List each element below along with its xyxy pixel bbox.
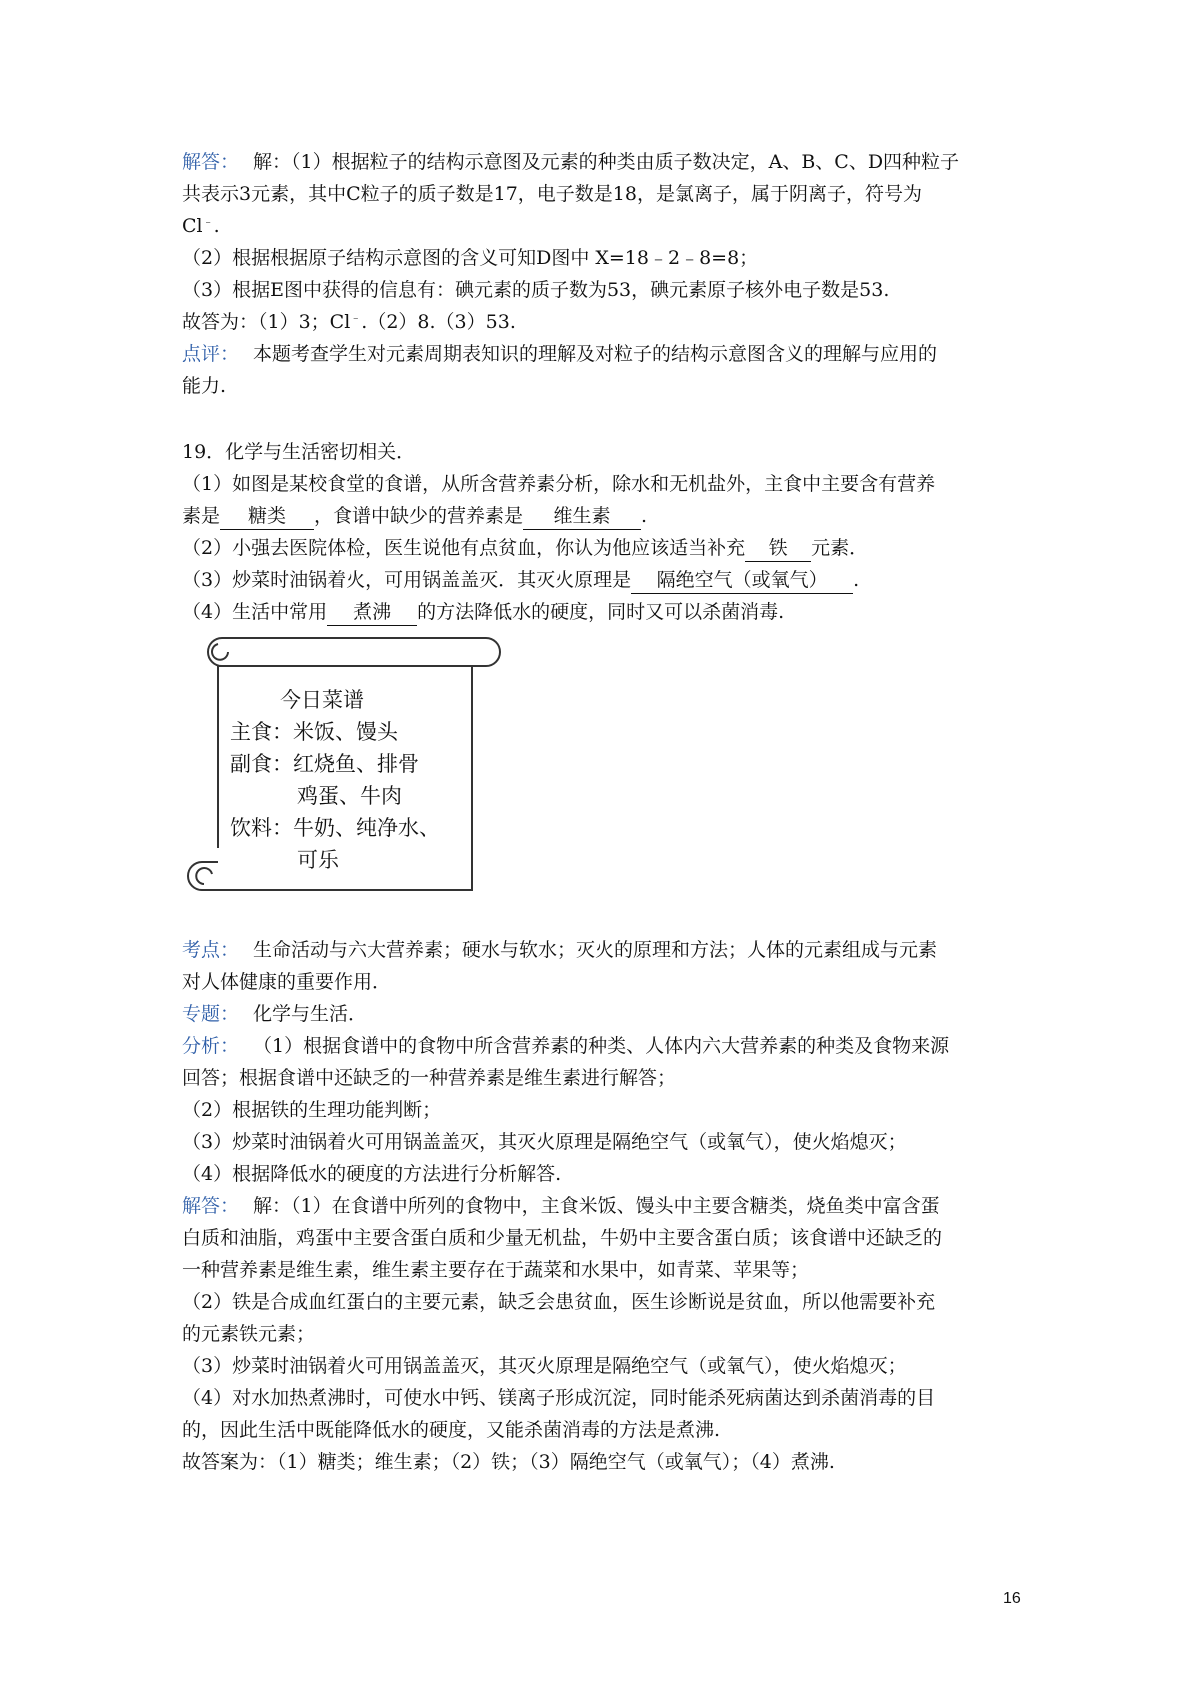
menu-row-drinks-cont: 可乐	[297, 848, 339, 872]
final-answer: 故答案为：（1）糖类；维生素；（2）铁；（3）隔绝空气（或氧气）；（4）煮沸.	[182, 1451, 835, 1473]
answer-text: （2）根据根据原子结构示意图的含义可知D图中 X=18﹣2﹣8=8；	[182, 247, 759, 269]
page-number: 16	[1003, 1590, 1021, 1607]
question-19: 19．化学与生活密切相关． （1）如图是某校食堂的食谱，从所含营养素分析，除水和无机盐外，主食中主要含有营养 素是 糖类 ，食谱中缺少的营养素是 维生素 . （2）小强去医院体检，医生说他有点贫血，你认为他应该适当补充 铁 元素． （3）炒菜时油锅着火，可用锅盖盖灭．其灭火原理是 隔绝空气（或氧气） . （4）生活中常用 煮沸 的方法降低水的硬度，同时又可以杀菌消毒.	[182, 436, 1062, 628]
answer-text: （3）根据E图中获得的信息有：碘元素的质子数为53，碘元素原子核外电子数是53.	[182, 279, 890, 301]
chloride-symbol: Cl	[182, 215, 203, 237]
analysis-section: 考点： 生命活动与六大营养素；硬水与软水；灭火的原理和方法；人体的元素组成与元素 对人体健康的重要作用． 专题： 化学与生活． 分析： （1）根据食谱中的食物中所含营养素的种类、人体内六大营养素的种类及食物来源 回答；根据食谱中还缺乏的一种营养素是维生素进行解答； （2）根据铁的生理功能判断； （3）炒菜时油锅着火可用锅盖盖灭，其灭火原理是隔绝空气（或氧气），使火焰熄灭； （4）根据降低水的硬度的方法进行分析解答. 解答： 解：（1）在食谱中所列的食物中，主食米饭、馒头中主要含糖类，烧鱼类中富含蛋 白质和油脂，鸡蛋中主要含蛋白质和少量无机盐，牛奶中主要含蛋白质；该食谱中还缺乏的 一种营养素是维生素，维生素主要存在于蔬菜和水果中，如青菜、苹果等； （2）铁是合成血红蛋白的主要元素，缺乏会患贫血，医生诊断说是贫血，所以他需要补充 的元素铁元素； （3）炒菜时油锅着火可用锅盖盖灭，其灭火原理是隔绝空气（或氧气），使火焰熄灭； （4）对水加热煮沸时，可使水中钙、镁离子形成沉淀，同时能杀死病菌达到杀菌消毒的目 的，因此生活中既能降低水的硬度，又能杀菌消毒的方法是煮沸. 故答案为：（1）糖类；维生素；（2）铁；（3）隔绝空气（或氧气）；（4）煮沸.	[182, 939, 950, 1473]
answer-blank-1: 糖类	[220, 503, 314, 530]
answer-text: 解：（1）根据粒子的结构示意图及元素的种类由质子数决定，A、B、C、D四种粒子	[253, 151, 960, 173]
answer-blank-2: 维生素	[523, 503, 641, 530]
menu-title: 今日菜谱	[280, 688, 364, 712]
answer-blank-5: 煮沸	[327, 599, 417, 626]
charge-sup: ﹣	[350, 310, 362, 324]
charge-sup: ﹣	[202, 214, 214, 228]
question-title: 19．化学与生活密切相关．	[182, 441, 416, 463]
comment-label: 点评：	[182, 343, 240, 365]
answer-blank-4: 隔绝空气（或氧气）	[631, 567, 853, 594]
topic-label: 专题：	[182, 1003, 240, 1025]
menu-row-side: 副食：红烧鱼、排骨	[230, 752, 419, 776]
answer-text: 共表示3元素，其中C粒子的质子数是17，电子数是18，是氯离子，属于阴离子，符号为	[182, 183, 922, 205]
answer-label: 解答：	[182, 1195, 240, 1217]
previous-answer-section: 解答： 解：（1）根据粒子的结构示意图及元素的种类由质子数决定，A、B、C、D四种粒子 共表示3元素，其中C粒子的质子数是17，电子数是18，是氯离子，属于阴离子，符号为 Cl﹣. （2）根据根据原子结构示意图的含义可知D图中 X=18﹣2﹣8=8； （3）根据E图中获得的信息有：碘元素的质子数为53，碘元素原子核外电子数是53. 故答为：（1）3；Cl﹣.（2）8.（3）53. 点评： 本题考查学生对元素周期表知识的理解及对粒子的结构示意图含义的理解与应用的 能力.	[182, 151, 960, 397]
analysis-label: 分析：	[182, 1035, 240, 1057]
answer-blank-3: 铁	[745, 535, 811, 562]
answer-label: 解答：	[182, 151, 240, 173]
comment-text: 能力.	[182, 375, 227, 397]
menu-scroll-figure	[182, 636, 502, 891]
key-point-label: 考点：	[182, 939, 240, 961]
menu-row-staple: 主食：米饭、馒头	[230, 720, 398, 744]
comment-text: 本题考查学生对元素周期表知识的理解及对粒子的结构示意图含义的理解与应用的	[253, 343, 938, 365]
menu-row-side-cont: 鸡蛋、牛肉	[297, 784, 402, 808]
menu-row-drinks: 饮料：牛奶、纯净水、	[230, 816, 440, 840]
